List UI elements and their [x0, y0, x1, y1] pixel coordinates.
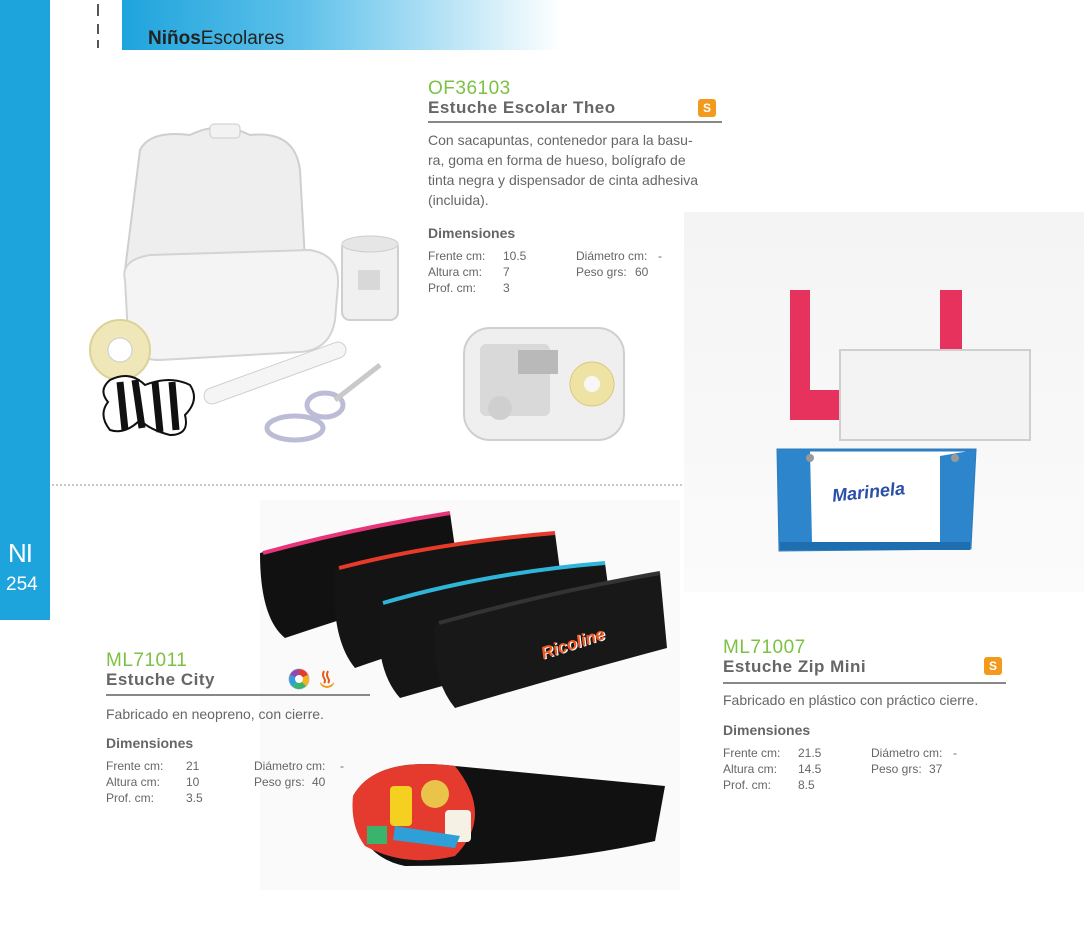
- spec-labels: [428, 248, 485, 296]
- spec-peso-label: Peso grs:: [576, 265, 627, 279]
- description-line: (incluida).: [428, 192, 489, 208]
- spec-values-right: [658, 248, 662, 264]
- header-tick: [97, 40, 99, 48]
- s-badge-icon: S: [984, 657, 1002, 675]
- spec-frente-label: Frente cm:: [723, 746, 781, 760]
- header-tick: [97, 4, 99, 16]
- product-code: ML71011: [106, 650, 188, 671]
- description-line: ra, goma en forma de hueso, bolígrafo de: [428, 152, 686, 168]
- product-name: Estuche Escolar Theo: [428, 98, 616, 117]
- spec-values: [503, 248, 526, 296]
- dimensions-title: Dimensiones: [106, 735, 194, 751]
- spec-peso-value: 60: [635, 265, 649, 279]
- spec-altura-label: Altura cm:: [106, 775, 161, 789]
- spec-prof-value: 3.5: [186, 791, 203, 805]
- ricoline-logo: Ricoline: [538, 624, 608, 663]
- zipmini-product-image: [700, 280, 1070, 590]
- spec-altura-value: 7: [503, 265, 510, 279]
- city-open-pouch-image: [345, 756, 675, 876]
- section-title-light: Escolares: [200, 28, 285, 49]
- spec-peso-value: 37: [929, 762, 943, 776]
- spec-diametro-value: -: [340, 759, 344, 773]
- spec-frente-value: 21.5: [798, 746, 822, 760]
- section-title: [148, 28, 284, 50]
- product-code: ML71007: [723, 637, 806, 658]
- dimensions-title: Dimensiones: [723, 722, 811, 738]
- spec-prof-value: 8.5: [798, 778, 815, 792]
- spec-values: [798, 745, 821, 793]
- spec-altura-value: 10: [186, 775, 200, 789]
- theo-product-image: [80, 110, 420, 450]
- section-title-bold: Niños: [148, 28, 201, 49]
- theo-inset-image: [460, 322, 632, 446]
- spec-prof-label: Prof. cm:: [106, 791, 155, 805]
- s-badge-icon: S: [698, 99, 716, 117]
- full-color-icon: [288, 668, 310, 690]
- spec-altura-label: Altura cm:: [723, 762, 778, 776]
- page-number: 254: [6, 574, 38, 595]
- spec-diametro-value: -: [658, 249, 662, 263]
- description-line: Con sacapuntas, contenedor para la basu-: [428, 132, 693, 148]
- description-line: tinta negra y dispensador de cinta adhesiva: [428, 172, 699, 188]
- spec-prof-label: Prof. cm:: [723, 778, 772, 792]
- spec-frente-value: 10.5: [503, 249, 527, 263]
- spec-frente-label: Frente cm:: [106, 759, 164, 773]
- spec-peso-value: 40: [312, 775, 326, 789]
- section-side-band: [0, 0, 50, 620]
- spec-prof-value: 3: [503, 281, 510, 295]
- product-name: Estuche City: [106, 670, 215, 689]
- spec-diametro-label: Diámetro cm:: [871, 746, 943, 760]
- spec-frente-value: 21: [186, 759, 200, 773]
- spec-frente-label: Frente cm:: [428, 249, 486, 263]
- product-code: OF36103: [428, 78, 511, 99]
- heat-transfer-icon: [316, 668, 338, 690]
- product-description: [428, 130, 718, 210]
- product-name: Estuche Zip Mini: [723, 657, 867, 676]
- spec-altura-value: 14.5: [798, 762, 822, 776]
- product-description: Fabricado en plástico con práctico cierre.: [723, 692, 979, 708]
- spec-diametro-label: Diámetro cm:: [254, 759, 326, 773]
- spec-peso-label: Peso grs:: [871, 762, 922, 776]
- spec-peso-label: Peso grs:: [254, 775, 305, 789]
- spec-labels: [723, 745, 780, 793]
- spec-altura-label: Altura cm:: [428, 265, 483, 279]
- spec-diametro-value: -: [953, 746, 957, 760]
- section-code: NI: [8, 538, 32, 568]
- spec-diametro-label: Diámetro cm:: [576, 249, 648, 263]
- title-rule: [106, 694, 370, 696]
- section-divider: [52, 484, 682, 486]
- spec-prof-label: Prof. cm:: [428, 281, 477, 295]
- header-tick: [97, 24, 99, 34]
- spec-labels: [106, 758, 163, 806]
- spec-values: [186, 758, 203, 806]
- title-rule: [428, 121, 722, 123]
- title-rule: [723, 682, 1006, 684]
- product-description: Fabricado en neopreno, con cierre.: [106, 706, 324, 722]
- marinela-logo: Marinela: [831, 478, 906, 506]
- dimensions-title: Dimensiones: [428, 225, 516, 241]
